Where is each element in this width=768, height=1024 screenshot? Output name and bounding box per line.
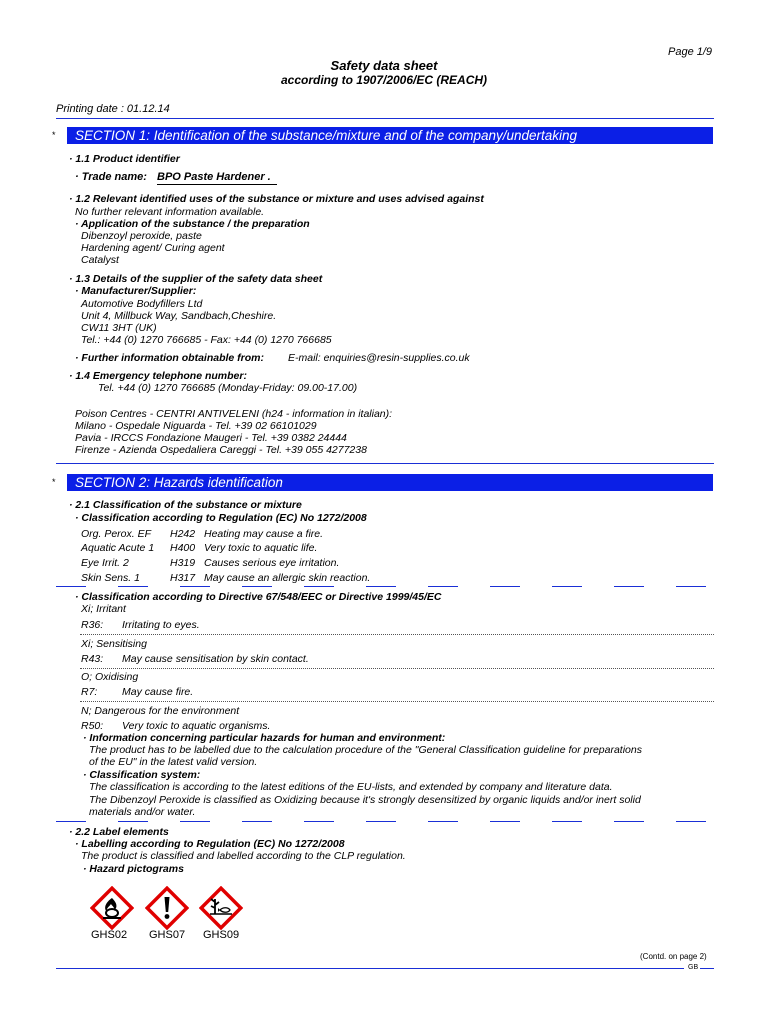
directive-category: O; Oxidising xyxy=(81,671,139,683)
hazard-code: H317 xyxy=(170,572,196,584)
environment-icon xyxy=(199,886,243,930)
risk-phrase-code: R50: xyxy=(81,720,104,732)
pictogram-code: GHS02 xyxy=(91,929,128,941)
application-line: Dibenzoyl peroxide, paste xyxy=(81,230,202,242)
pictogram-code: GHS07 xyxy=(149,929,186,941)
classification-system-line: The classification is according to the latest editions of the EU-lists, and extended by company and literature data. xyxy=(89,781,613,793)
manufacturer-line: Unit 4, Millbuck Way, Sandbach,Cheshire. xyxy=(81,310,277,322)
dotted-divider xyxy=(80,634,714,635)
revision-marker: * xyxy=(52,130,56,140)
clp-class: Skin Sens. 1 xyxy=(81,572,140,584)
clp-class: Aquatic Acute 1 xyxy=(81,542,155,554)
application-label: · Application of the substance / the preparation xyxy=(75,218,310,230)
trade-name-value: BPO Paste Hardener . xyxy=(157,171,277,185)
document-subtitle: according to 1907/2006/EC (REACH) xyxy=(280,73,488,87)
risk-phrase-code: R43: xyxy=(81,653,104,665)
classification-system-line: materials and/or water. xyxy=(89,806,196,818)
risk-phrase-text: May cause fire. xyxy=(122,686,194,698)
labelling-regulation-text: The product is classified and labelled according to the CLP regulation. xyxy=(81,850,406,862)
particular-hazards-line: of the EU" in the latest valid version. xyxy=(89,756,258,768)
further-info-text: E-mail: enquiries@resin-supplies.co.uk xyxy=(288,352,470,364)
dotted-divider xyxy=(80,668,714,669)
s1-2-text: No further relevant information available. xyxy=(75,206,265,218)
hazard-statement: Very toxic to aquatic life. xyxy=(204,542,318,554)
clp-class: Org. Perox. EF xyxy=(81,528,152,540)
poison-centre-line: Pavia - IRCCS Fondazione Maugeri - Tel. +39 0382 24444 xyxy=(75,432,347,444)
particular-hazards-label: · Information concerning particular hazards for human and environment: xyxy=(83,732,446,744)
hazard-statement: Heating may cause a fire. xyxy=(204,528,324,540)
risk-phrase-code: R7: xyxy=(81,686,98,698)
revision-marker: * xyxy=(52,477,56,487)
application-line: Hardening agent/ Curing agent xyxy=(81,242,225,254)
s1-1-heading: · 1.1 Product identifier xyxy=(69,153,180,165)
manufacturer-line: CW11 3HT (UK) xyxy=(81,322,157,334)
classification-system-label: · Classification system: xyxy=(83,769,201,781)
directive-classification-label: · Classification according to Directive 67/548/EEC or Directive 1999/45/EC xyxy=(75,591,442,603)
section-2-heading: SECTION 2: Hazards identification xyxy=(67,474,713,491)
poison-centre-line: Firenze - Azienda Ospedaliera Careggi - Tel. +39 055 4277238 xyxy=(75,444,367,456)
risk-phrase-text: Very toxic to aquatic organisms. xyxy=(122,720,271,732)
hazard-statement: May cause an allergic skin reaction. xyxy=(204,572,371,584)
s1-3-heading: · 1.3 Details of the supplier of the safety data sheet xyxy=(69,273,323,285)
particular-hazards-line: The product has to be labelled due to the calculation procedure of the "General Classification guideline for preparations xyxy=(89,744,642,756)
printing-date: Printing date : 01.12.14 xyxy=(56,103,170,115)
s1-2-heading: · 1.2 Relevant identified uses of the substance or mixture and uses advised against xyxy=(69,193,484,205)
directive-category: Xi; Irritant xyxy=(81,603,126,615)
section-1-heading: SECTION 1: Identification of the substance/mixture and of the company/undertaking xyxy=(67,127,713,144)
clp-classification-label: · Classification according to Regulation (EC) No 1272/2008 xyxy=(75,512,367,524)
manufacturer-line: Automotive Bodyfillers Ltd xyxy=(81,298,203,310)
poison-centre-line: Milano - Ospedale Niguarda - Tel. +39 02 66101029 xyxy=(75,420,317,432)
exclamation-mark-icon xyxy=(145,886,189,930)
application-line: Catalyst xyxy=(81,254,119,266)
classification-system-line: The Dibenzoyl Peroxide is classified as Oxidizing because it's strongly desensitized by organic liquids and/or inert solid xyxy=(89,794,641,806)
footer-rule-end xyxy=(700,968,714,969)
trade-name-label: · Trade name: xyxy=(75,171,147,183)
emergency-phone: Tel. +44 (0) 1270 766685 (Monday-Friday: 09.00-17.00) xyxy=(98,382,358,394)
continued-note: (Contd. on page 2) xyxy=(640,952,707,961)
pictogram-code: GHS09 xyxy=(203,929,240,941)
hazard-code: H242 xyxy=(170,528,196,540)
labelling-regulation-label: · Labelling according to Regulation (EC) No 1272/2008 xyxy=(75,838,345,850)
document-title: Safety data sheet xyxy=(330,58,438,73)
section-1-end-rule xyxy=(56,463,714,464)
footer-rule xyxy=(56,968,684,969)
hazard-statement: Causes serious eye irritation. xyxy=(204,557,340,569)
flame-over-circle-icon xyxy=(90,886,134,930)
further-info-label: · Further information obtainable from: xyxy=(75,352,264,364)
hazard-pictograms-label: · Hazard pictograms xyxy=(83,863,184,875)
page-number: Page 1/9 xyxy=(668,46,713,58)
manufacturer-label: · Manufacturer/Supplier: xyxy=(75,285,197,297)
manufacturer-line: Tel.: +44 (0) 1270 766685 - Fax: +44 (0) 1270 766685 xyxy=(81,334,332,346)
hazard-code: H400 xyxy=(170,542,196,554)
directive-category: N; Dangerous for the environment xyxy=(81,705,240,717)
poison-centre-line: Poison Centres - CENTRI ANTIVELENI (h24 - information in italian): xyxy=(75,408,393,420)
country-code: GB xyxy=(688,964,699,971)
risk-phrase-text: May cause sensitisation by skin contact. xyxy=(122,653,309,665)
risk-phrase-text: Irritating to eyes. xyxy=(122,619,200,631)
dotted-divider xyxy=(80,701,714,702)
directive-category: Xi; Sensitising xyxy=(81,638,147,650)
clp-class: Eye Irrit. 2 xyxy=(81,557,129,569)
s2-2-heading: · 2.2 Label elements xyxy=(69,826,169,838)
risk-phrase-code: R36: xyxy=(81,619,104,631)
s2-1-heading: · 2.1 Classification of the substance or mixture xyxy=(69,499,302,511)
header-rule xyxy=(56,118,714,119)
s1-4-heading: · 1.4 Emergency telephone number: xyxy=(69,370,247,382)
hazard-code: H319 xyxy=(170,557,196,569)
